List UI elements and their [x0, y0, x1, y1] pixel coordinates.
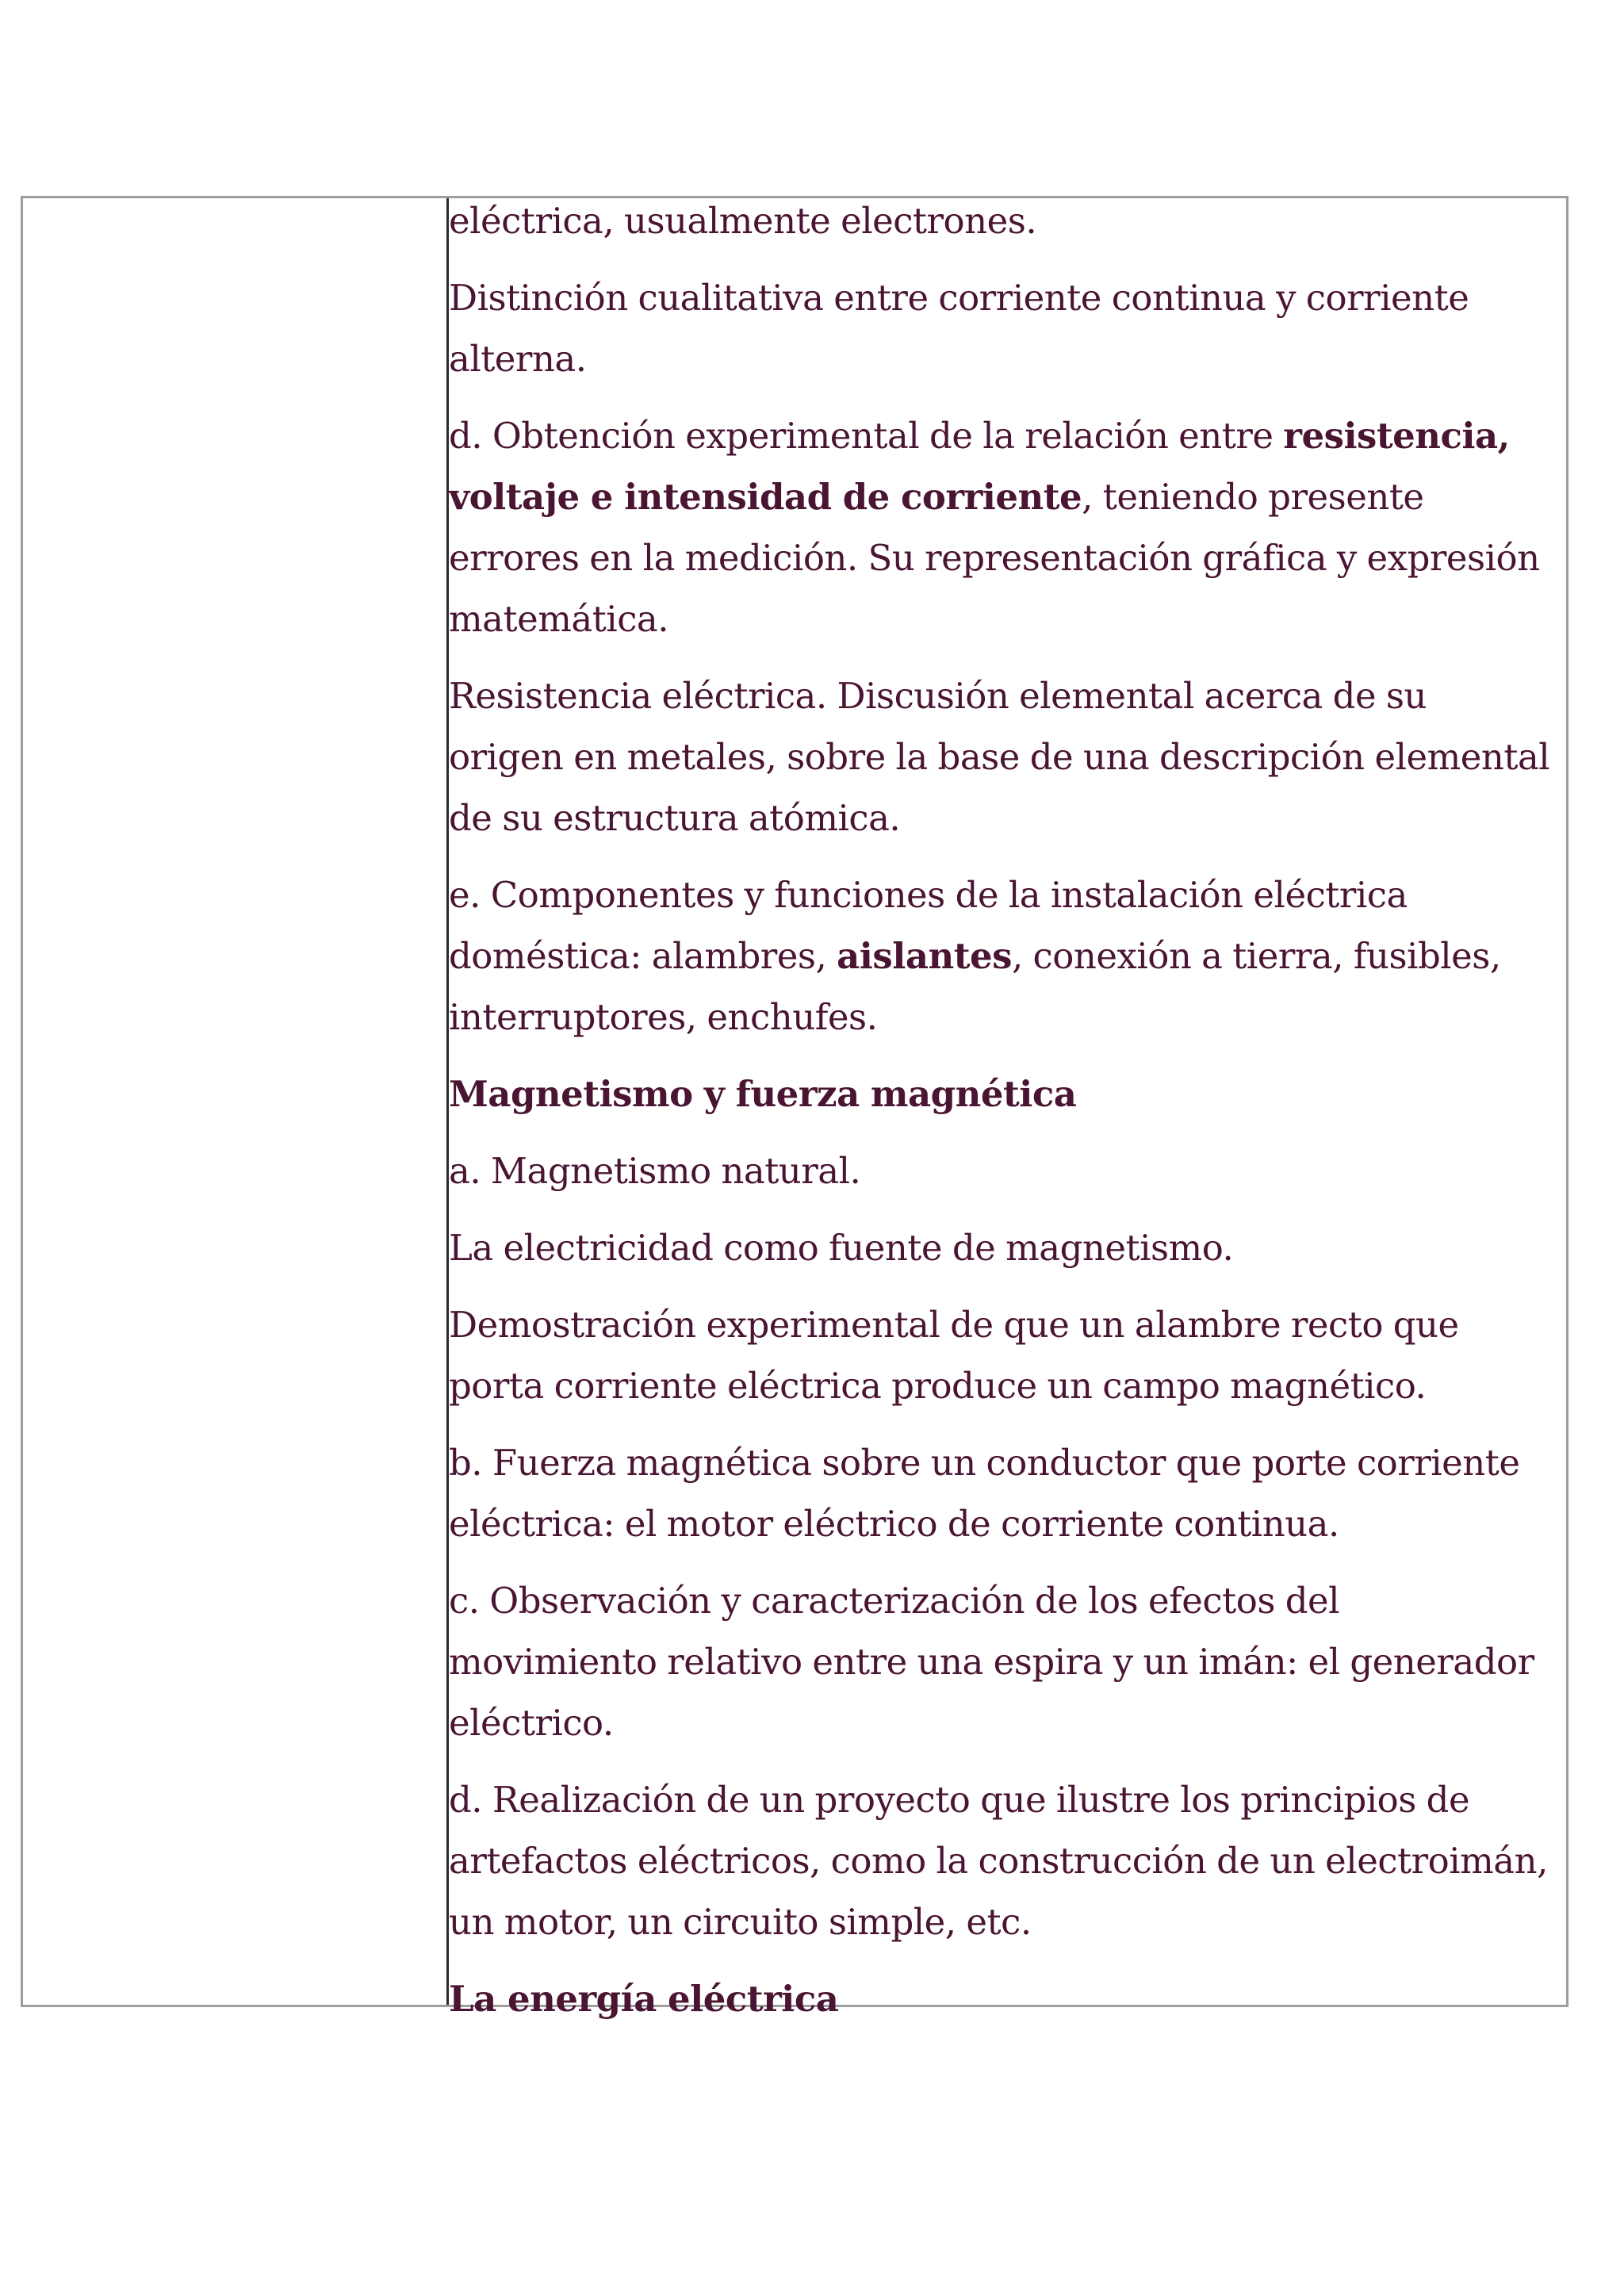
paragraph-item-b-fuerza: b. Fuerza magnética sobre un conductor que porte corriente eléctrica: el motor eléctrico de corriente continua. — [449, 1442, 1520, 1545]
paragraph-resistencia-electrica: Resistencia eléctrica. Discusión elemental acerca de su origen en metales, sobre la base de una descripción elemental de su estructura atómica. — [449, 675, 1550, 839]
paragraph-electrones: eléctrica, usualmente electrones. — [449, 200, 1037, 242]
section-heading-energia: La energía eléctrica — [449, 1978, 839, 2020]
paragraph-demostracion: Demostración experimental de que un alambre recto que porta corriente eléctrica produce un campo magnético. — [449, 1304, 1459, 1407]
bold-term: aislantes — [837, 935, 1012, 977]
paragraph-corriente-continua-alterna: Distinción cualitativa entre corriente continua y corriente alterna. — [449, 277, 1469, 380]
paragraph-item-a-magnetismo: a. Magnetismo natural. — [449, 1150, 861, 1192]
section-heading-magnetismo: Magnetismo y fuerza magnética — [449, 1073, 1077, 1115]
bold-term: resistencia, voltaje e intensidad de corriente — [449, 415, 1510, 518]
paragraph-item-c-observacion: c. Observación y caracterización de los efectos del movimiento relativo entre una espira y un imán: el generador eléctrico. — [449, 1580, 1534, 1744]
paragraph-electricidad-magnetismo: La electricidad como fuente de magnetismo. — [449, 1227, 1234, 1269]
paragraph-item-e-instalacion: e. Componentes y funciones de la instalación eléctrica doméstica: alambres, aislantes, conexión a tierra, fusibles, interruptores, enchufes. — [449, 874, 1501, 1038]
paragraph-item-d-ohm: d. Obtención experimental de la relación entre resistencia, voltaje e intensidad de corriente, teniendo presente errores en la medición. Su representación gráfica y expresión matemática. — [449, 415, 1540, 640]
paragraph-item-d-proyecto: d. Realización de un proyecto que ilustre los principios de artefactos eléctricos, como la construcción de un electroimán, un motor, un circuito simple, etc. — [449, 1779, 1548, 1943]
table-right-cell — [449, 190, 1551, 2045]
